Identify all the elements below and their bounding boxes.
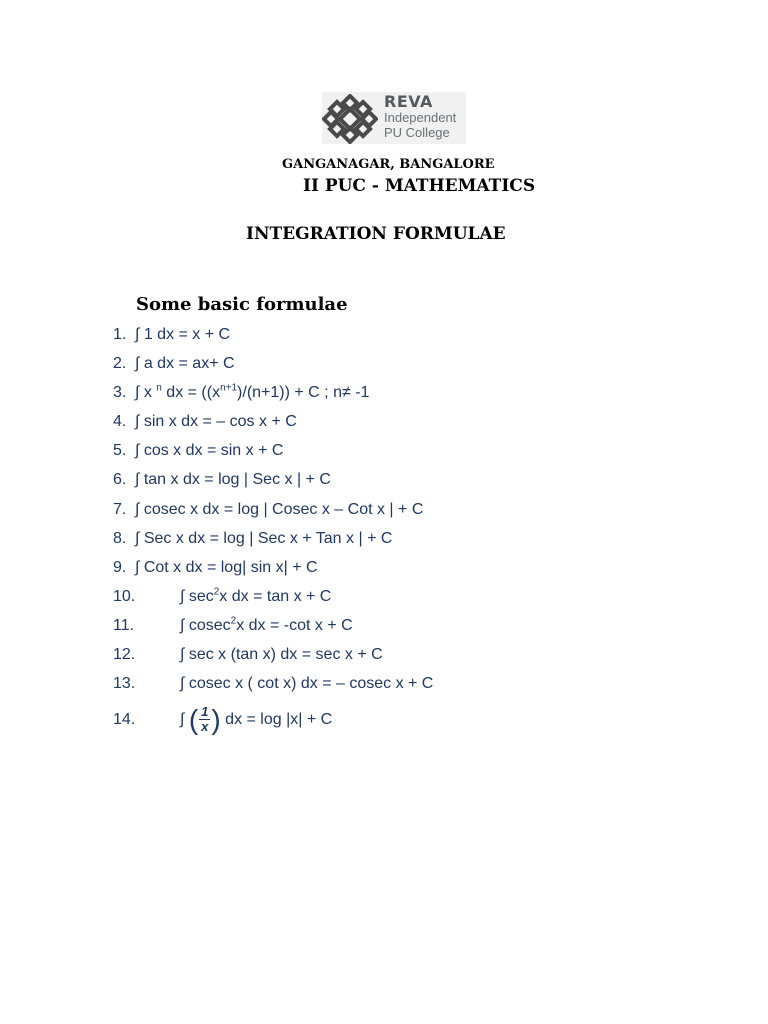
formula-number: 1. [113, 326, 127, 343]
formula-text [180, 611, 353, 640]
formula-part: ∫ cosec [180, 616, 231, 634]
fraction-denominator: x [201, 719, 209, 735]
formula-text [180, 698, 332, 742]
formula-number: 13. [113, 675, 136, 693]
formula-number: 3. [113, 384, 127, 402]
logo-line-college: PU College [384, 125, 450, 140]
formula-number: 8. [113, 529, 127, 547]
formula-text [135, 378, 369, 407]
formula-number: 7. [113, 500, 127, 518]
formula-part: ∫ x [135, 384, 157, 402]
formula-text: ∫ Cot x dx = log| sin x| + C [135, 558, 318, 576]
formula-number: 12. [113, 646, 136, 664]
formula-number: 5. [113, 442, 127, 460]
formula-text: ∫ tan x dx = log | Sec x | + C [135, 471, 331, 489]
formula-text: ∫ cosec x ( cot x) dx = – cosec x + C [180, 675, 434, 693]
formula-part: ∫ sec [180, 587, 214, 605]
formula-number: 2. [113, 355, 127, 373]
formula-text: ∫ a dx = ax+ C [135, 355, 235, 373]
formula-part: )/(n+1)) + C ; n≠ -1 [237, 384, 370, 402]
college-logo [322, 92, 466, 144]
formula-text: ∫ Sec x dx = log | Sec x + Tan x | + C [135, 529, 393, 547]
document-title: INTEGRATION FORMULAE [246, 224, 506, 244]
section-title: Some basic formulae [136, 294, 348, 315]
formula-superscript: 2 [213, 586, 220, 598]
formula-part: dx = log |x| + C [220, 711, 333, 729]
formula-text: ∫ sec x (tan x) dx = sec x + C [180, 646, 383, 664]
formula-number: 9. [113, 558, 127, 576]
subject-heading: II PUC - MATHEMATICS [303, 176, 536, 196]
fraction-numerator: 1 [201, 704, 209, 720]
formula-superscript: n+1 [220, 382, 238, 394]
formula-number: 14. [113, 711, 136, 729]
left-paren-glyph: ( [188, 703, 199, 735]
logo-brand: REVA [384, 92, 433, 111]
formula-text [180, 582, 331, 611]
formula-number: 11. [113, 616, 135, 634]
formula-part: x dx = tan x + C [219, 587, 332, 605]
knot-emblem-icon [322, 94, 378, 144]
fraction [199, 705, 210, 734]
logo-line-independent: Independent [384, 110, 457, 125]
formula-text: ∫ cos x dx = sin x + C [135, 442, 284, 460]
formula-superscript: 2 [230, 615, 237, 627]
formula-part: ∫ [180, 711, 189, 729]
formula-number: 10. [113, 587, 136, 605]
formula-number: 4. [113, 413, 127, 431]
location-heading: GANGANAGAR, BANGALORE [282, 157, 495, 172]
right-paren-glyph: ) [211, 703, 221, 735]
formula-part: x dx = -cot x + C [236, 616, 353, 634]
formula-text: ∫ 1 dx = x + C [135, 326, 231, 343]
formula-text: ∫ sin x dx = – cos x + C [135, 413, 297, 431]
formula-superscript: n [156, 382, 162, 394]
formula-text: ∫ cosec x dx = log | Cosec x – Cot x | + C [135, 500, 424, 518]
formula-number: 6. [113, 471, 127, 489]
formula-part: dx = ((x [161, 384, 221, 402]
